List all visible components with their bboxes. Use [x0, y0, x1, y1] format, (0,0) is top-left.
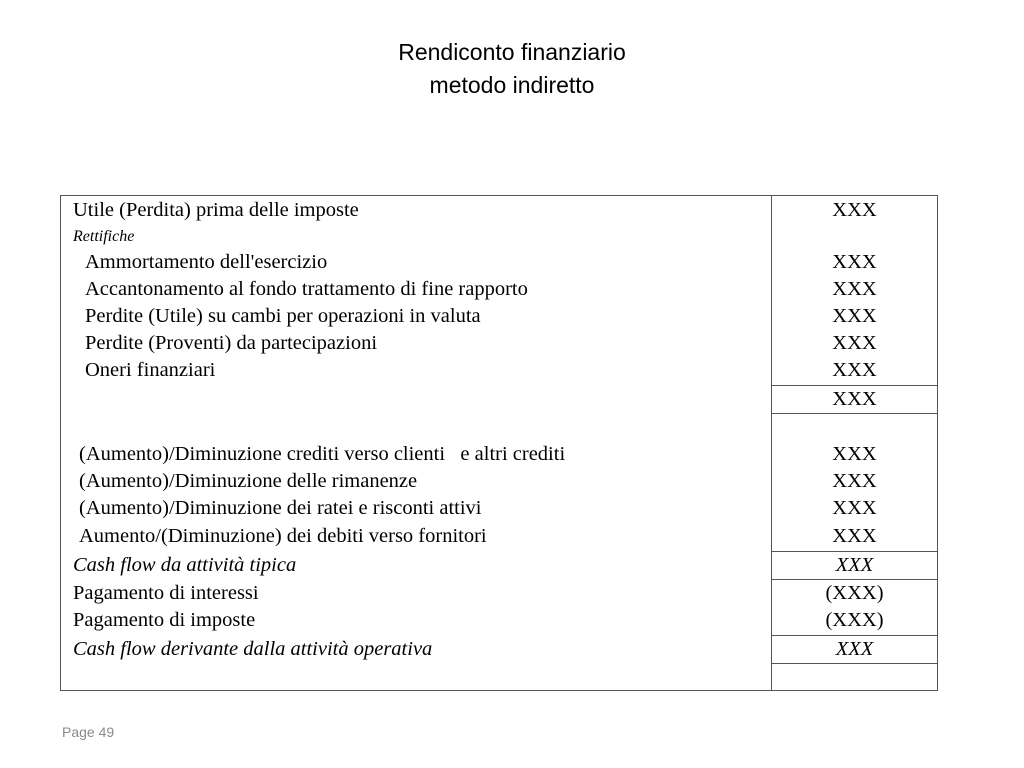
row-value: XXX	[832, 359, 877, 381]
row-value: XXX	[835, 638, 874, 660]
table-row	[61, 523, 937, 550]
table-row	[61, 441, 937, 468]
row-value: (XXX)	[825, 582, 884, 604]
row-label: Pagamento di interessi	[73, 582, 259, 604]
row-label: (Aumento)/Diminuzione dei ratei e risconti attivi	[79, 497, 482, 519]
table-row	[61, 607, 937, 634]
row-value: (XXX)	[825, 609, 884, 631]
row-value: XXX	[832, 497, 877, 519]
row-label: Pagamento di imposte	[73, 609, 256, 631]
row-label: Cash flow da attività tipica	[73, 554, 297, 576]
row-label: (Aumento)/Diminuzione delle rimanenze	[79, 470, 418, 492]
table-row	[61, 580, 937, 607]
table-row-total	[61, 552, 937, 579]
page-number: Page 49	[62, 724, 115, 740]
table-row	[61, 197, 937, 224]
row-value: XXX	[832, 278, 877, 300]
table-row	[61, 495, 937, 522]
row-value: XXX	[832, 443, 877, 465]
row-label: Perdite (Proventi) da partecipazioni	[85, 332, 378, 354]
table-row	[61, 468, 937, 495]
row-value: XXX	[832, 199, 877, 221]
table-row	[61, 276, 937, 303]
value-rule	[771, 663, 938, 664]
row-value: XXX	[835, 554, 874, 576]
row-value: XXX	[832, 388, 877, 410]
row-value: XXX	[832, 470, 877, 492]
row-label: Perdite (Utile) su cambi per operazioni in valuta	[85, 305, 481, 327]
title-line-1: Rendiconto finanziario	[398, 39, 626, 65]
row-label: Aumento/(Diminuzione) dei debiti verso fornitori	[79, 525, 487, 547]
slide-title	[0, 36, 1024, 102]
table-row-subtotal	[61, 386, 937, 413]
table-row-total	[61, 636, 937, 663]
row-label: Ammortamento dell'esercizio	[85, 251, 328, 273]
row-value: XXX	[832, 332, 877, 354]
row-label: Cash flow derivante dalla attività operativa	[73, 638, 433, 660]
table-row	[61, 330, 937, 357]
row-label: Utile (Perdita) prima delle imposte	[73, 199, 359, 221]
value-rule	[771, 413, 938, 414]
row-value: XXX	[832, 251, 877, 273]
table-row	[61, 249, 937, 276]
row-label: Oneri finanziari	[85, 359, 216, 381]
title-line-2: metodo indiretto	[429, 72, 595, 98]
table-row	[61, 357, 937, 384]
row-label: Rettifiche	[73, 228, 135, 245]
row-label: (Aumento)/Diminuzione crediti verso clienti e altri crediti	[79, 443, 566, 465]
row-value: XXX	[832, 525, 877, 547]
row-label: Accantonamento al fondo trattamento di fine rapporto	[85, 278, 528, 300]
table-row	[61, 303, 937, 330]
row-value: XXX	[832, 305, 877, 327]
